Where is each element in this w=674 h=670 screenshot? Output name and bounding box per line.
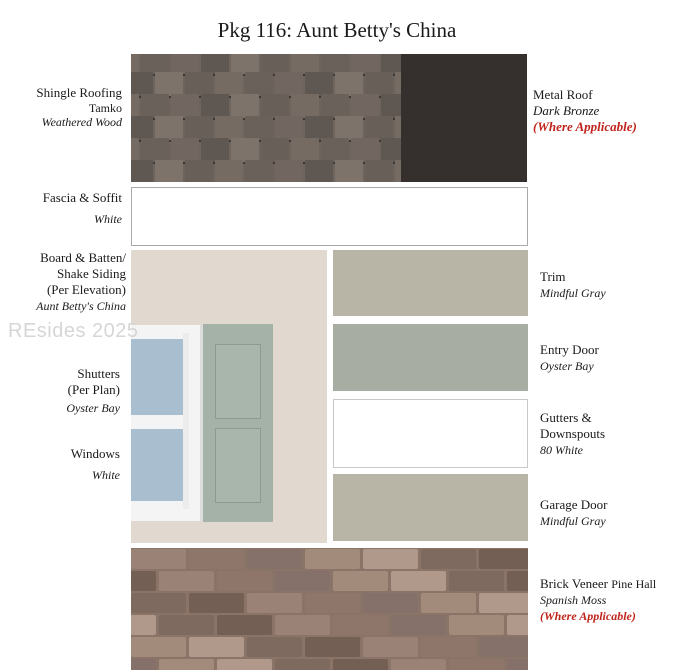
shingle-tab bbox=[275, 160, 303, 182]
gutters-label-line2: Downspouts bbox=[540, 426, 606, 441]
shingle-label: Shingle Roofing bbox=[36, 85, 122, 100]
metal-roof-color: Dark Bronze bbox=[533, 103, 600, 118]
brick-color: Spanish Moss bbox=[540, 593, 607, 607]
gutters-label-line1: Gutters & bbox=[540, 410, 592, 425]
windows-label: Windows bbox=[70, 446, 120, 461]
brick bbox=[507, 571, 528, 591]
brick bbox=[305, 637, 360, 657]
metal-roof-note: (Where Applicable) bbox=[533, 119, 637, 134]
brick bbox=[363, 593, 418, 613]
shutter-panel-upper bbox=[215, 344, 261, 419]
trim-color: Mindful Gray bbox=[540, 286, 606, 300]
shingle-tab bbox=[305, 160, 333, 182]
entry-door-swatch bbox=[333, 324, 528, 391]
shutters-label-line1: Shutters bbox=[77, 366, 120, 381]
windows-label-group bbox=[10, 446, 120, 483]
entry-door-label: Entry Door bbox=[540, 342, 599, 357]
entry-door-label-group bbox=[540, 342, 670, 374]
brick bbox=[159, 571, 214, 591]
brick bbox=[391, 571, 446, 591]
shingle-tab bbox=[335, 160, 363, 182]
brick bbox=[189, 593, 244, 613]
brick bbox=[131, 637, 186, 657]
brick-label-group bbox=[540, 576, 674, 624]
brick bbox=[131, 571, 156, 591]
shutters-label-line2: (Per Plan) bbox=[67, 382, 120, 397]
brick bbox=[275, 571, 330, 591]
page-title: Pkg 116: Aunt Betty's China bbox=[217, 18, 457, 42]
brick bbox=[217, 571, 272, 591]
brick bbox=[275, 615, 330, 635]
metal-roof-swatch bbox=[401, 54, 527, 182]
brick bbox=[421, 549, 476, 569]
shingle-brand: Tamko bbox=[88, 101, 122, 115]
brick bbox=[421, 637, 476, 657]
shingle-tab bbox=[245, 160, 273, 182]
shutter-panel-lower bbox=[215, 428, 261, 503]
siding-label-line1: Board & Batten/ bbox=[40, 250, 126, 265]
brick bbox=[479, 637, 528, 657]
garage-door-swatch bbox=[333, 474, 528, 541]
brick bbox=[217, 615, 272, 635]
shingle-row bbox=[131, 160, 401, 182]
brick bbox=[217, 659, 272, 670]
brick bbox=[507, 659, 528, 670]
window-image bbox=[131, 325, 203, 521]
brick bbox=[247, 593, 302, 613]
metal-roof-label: Metal Roof bbox=[533, 87, 593, 102]
shutter-image bbox=[203, 324, 273, 522]
trim-label-group bbox=[540, 269, 670, 301]
brick bbox=[159, 615, 214, 635]
brick bbox=[507, 615, 528, 635]
brick bbox=[449, 571, 504, 591]
siding-color: Aunt Betty's China bbox=[36, 299, 126, 313]
brick bbox=[131, 593, 186, 613]
shingle-swatch bbox=[131, 54, 401, 182]
shingle-label-group bbox=[10, 85, 122, 130]
siding-label-line3: (Per Elevation) bbox=[46, 282, 126, 297]
brick bbox=[333, 659, 388, 670]
brick bbox=[449, 659, 504, 670]
brick bbox=[159, 659, 214, 670]
brick bbox=[333, 615, 388, 635]
brick bbox=[131, 659, 156, 670]
entry-door-color: Oyster Bay bbox=[540, 359, 594, 373]
brick-brand: Pine Hall bbox=[611, 577, 657, 591]
shutters-color: Oyster Bay bbox=[66, 401, 120, 415]
watermark: REsides 2025 bbox=[8, 320, 139, 342]
fascia-label-group bbox=[10, 190, 122, 227]
shingle-tab bbox=[131, 160, 153, 182]
windows-color: White bbox=[92, 468, 120, 482]
shingle-color: Weathered Wood bbox=[41, 115, 122, 129]
brick bbox=[305, 549, 360, 569]
fascia-swatch bbox=[131, 187, 528, 246]
brick bbox=[189, 549, 244, 569]
brick bbox=[363, 549, 418, 569]
window-pane-lower bbox=[131, 429, 183, 501]
fascia-color: White bbox=[94, 212, 122, 226]
gutters-label-group bbox=[540, 410, 670, 458]
brick bbox=[247, 549, 302, 569]
brick bbox=[189, 637, 244, 657]
brick bbox=[479, 593, 528, 613]
garage-door-label: Garage Door bbox=[540, 497, 608, 512]
garage-door-color: Mindful Gray bbox=[540, 514, 606, 528]
gutters-color: 80 White bbox=[540, 443, 583, 457]
brick bbox=[247, 637, 302, 657]
siding-label-group bbox=[6, 250, 126, 314]
shutters-label-group bbox=[10, 366, 120, 416]
brick bbox=[391, 659, 446, 670]
window-pane-upper bbox=[131, 339, 183, 415]
brick bbox=[421, 593, 476, 613]
brick-note: (Where Applicable) bbox=[540, 609, 636, 623]
metal-roof-label-group bbox=[533, 87, 673, 135]
brick bbox=[305, 593, 360, 613]
brick bbox=[479, 549, 528, 569]
brick bbox=[131, 549, 186, 569]
brick bbox=[131, 615, 156, 635]
trim-label: Trim bbox=[540, 269, 566, 284]
window-sash bbox=[183, 333, 189, 509]
brick bbox=[275, 659, 330, 670]
brick bbox=[449, 615, 504, 635]
shingle-tab bbox=[365, 160, 393, 182]
brick bbox=[391, 615, 446, 635]
fascia-label: Fascia & Soffit bbox=[42, 190, 122, 205]
gutters-swatch bbox=[333, 399, 528, 468]
shingle-tab bbox=[215, 160, 243, 182]
brick bbox=[333, 571, 388, 591]
garage-door-label-group bbox=[540, 497, 670, 529]
brick bbox=[363, 637, 418, 657]
brick-swatch bbox=[131, 548, 528, 670]
siding-label-line2: Shake Siding bbox=[57, 266, 126, 281]
brick-label: Brick Veneer bbox=[540, 576, 608, 591]
shingle-tab bbox=[185, 160, 213, 182]
shingle-tab bbox=[155, 160, 183, 182]
trim-swatch bbox=[333, 250, 528, 316]
